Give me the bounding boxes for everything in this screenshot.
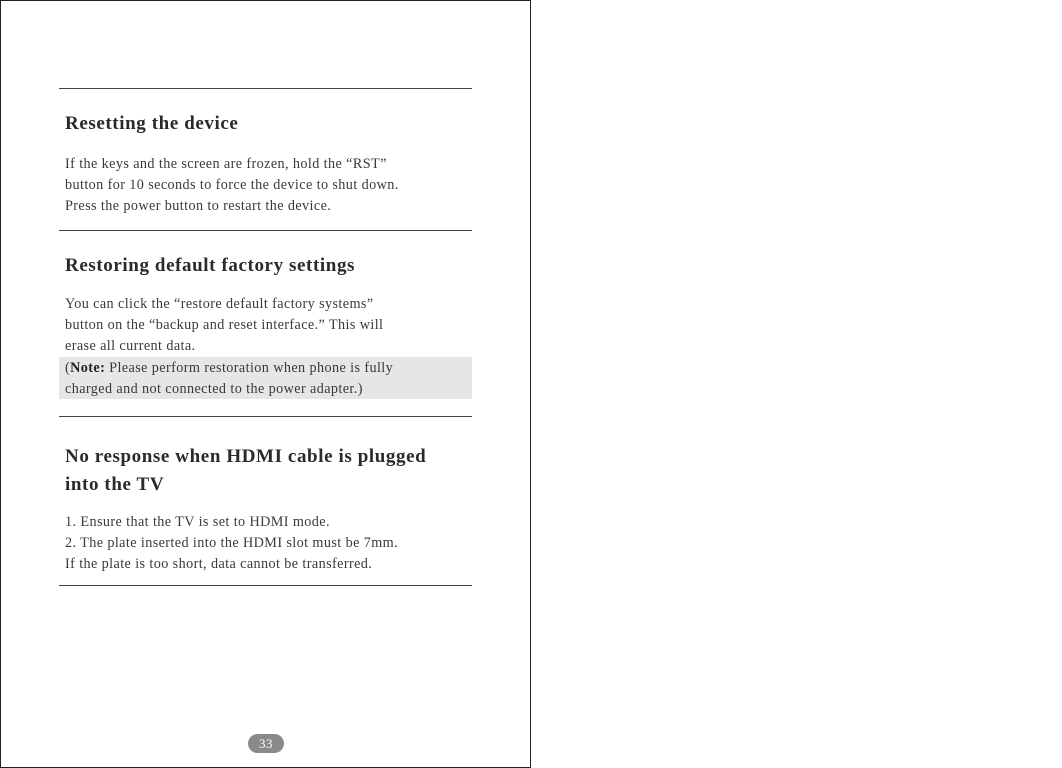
hdmi-heading-line-1: No response when HDMI cable is plugged xyxy=(65,446,427,467)
hdmi-line-1: 1. Ensure that the TV is set to HDMI mode. xyxy=(65,514,330,530)
divider-reset-restore xyxy=(59,230,472,231)
divider-bottom xyxy=(59,585,472,586)
page-number-badge: 33 xyxy=(248,734,284,753)
restore-line-1: You can click the “restore default factory systems” xyxy=(65,296,374,312)
note-open-paren: ( xyxy=(65,360,71,376)
hdmi-paragraph xyxy=(65,512,467,575)
divider-top xyxy=(59,88,472,89)
reset-line-2: button for 10 seconds to force the device to shut down. xyxy=(65,177,399,193)
restore-note xyxy=(65,358,467,400)
heading-restoring-factory-settings: Restoring default factory settings xyxy=(65,255,356,276)
divider-restore-hdmi xyxy=(59,416,472,417)
note-line-1 xyxy=(65,358,467,379)
hdmi-line-2: 2. The plate inserted into the HDMI slot must be 7mm. xyxy=(65,535,399,551)
hdmi-heading-line-2: into the TV xyxy=(65,474,165,495)
hdmi-line-3: If the plate is too short, data cannot be transferred. xyxy=(65,556,373,572)
note-label: Note: xyxy=(70,360,106,376)
heading-resetting-device: Resetting the device xyxy=(65,113,239,134)
note-line-2: charged and not connected to the power adapter.) xyxy=(65,381,363,397)
note-text-1: Please perform restoration when phone is fully xyxy=(105,360,394,376)
reset-line-3: Press the power button to restart the device. xyxy=(65,198,332,214)
heading-hdmi-no-response xyxy=(65,443,469,499)
restore-line-2: button on the “backup and reset interface.” This will xyxy=(65,317,384,333)
restore-paragraph xyxy=(65,294,467,357)
reset-line-1: If the keys and the screen are frozen, hold the “RST” xyxy=(65,156,387,172)
reset-paragraph xyxy=(65,154,467,217)
restore-line-3: erase all current data. xyxy=(65,338,196,354)
